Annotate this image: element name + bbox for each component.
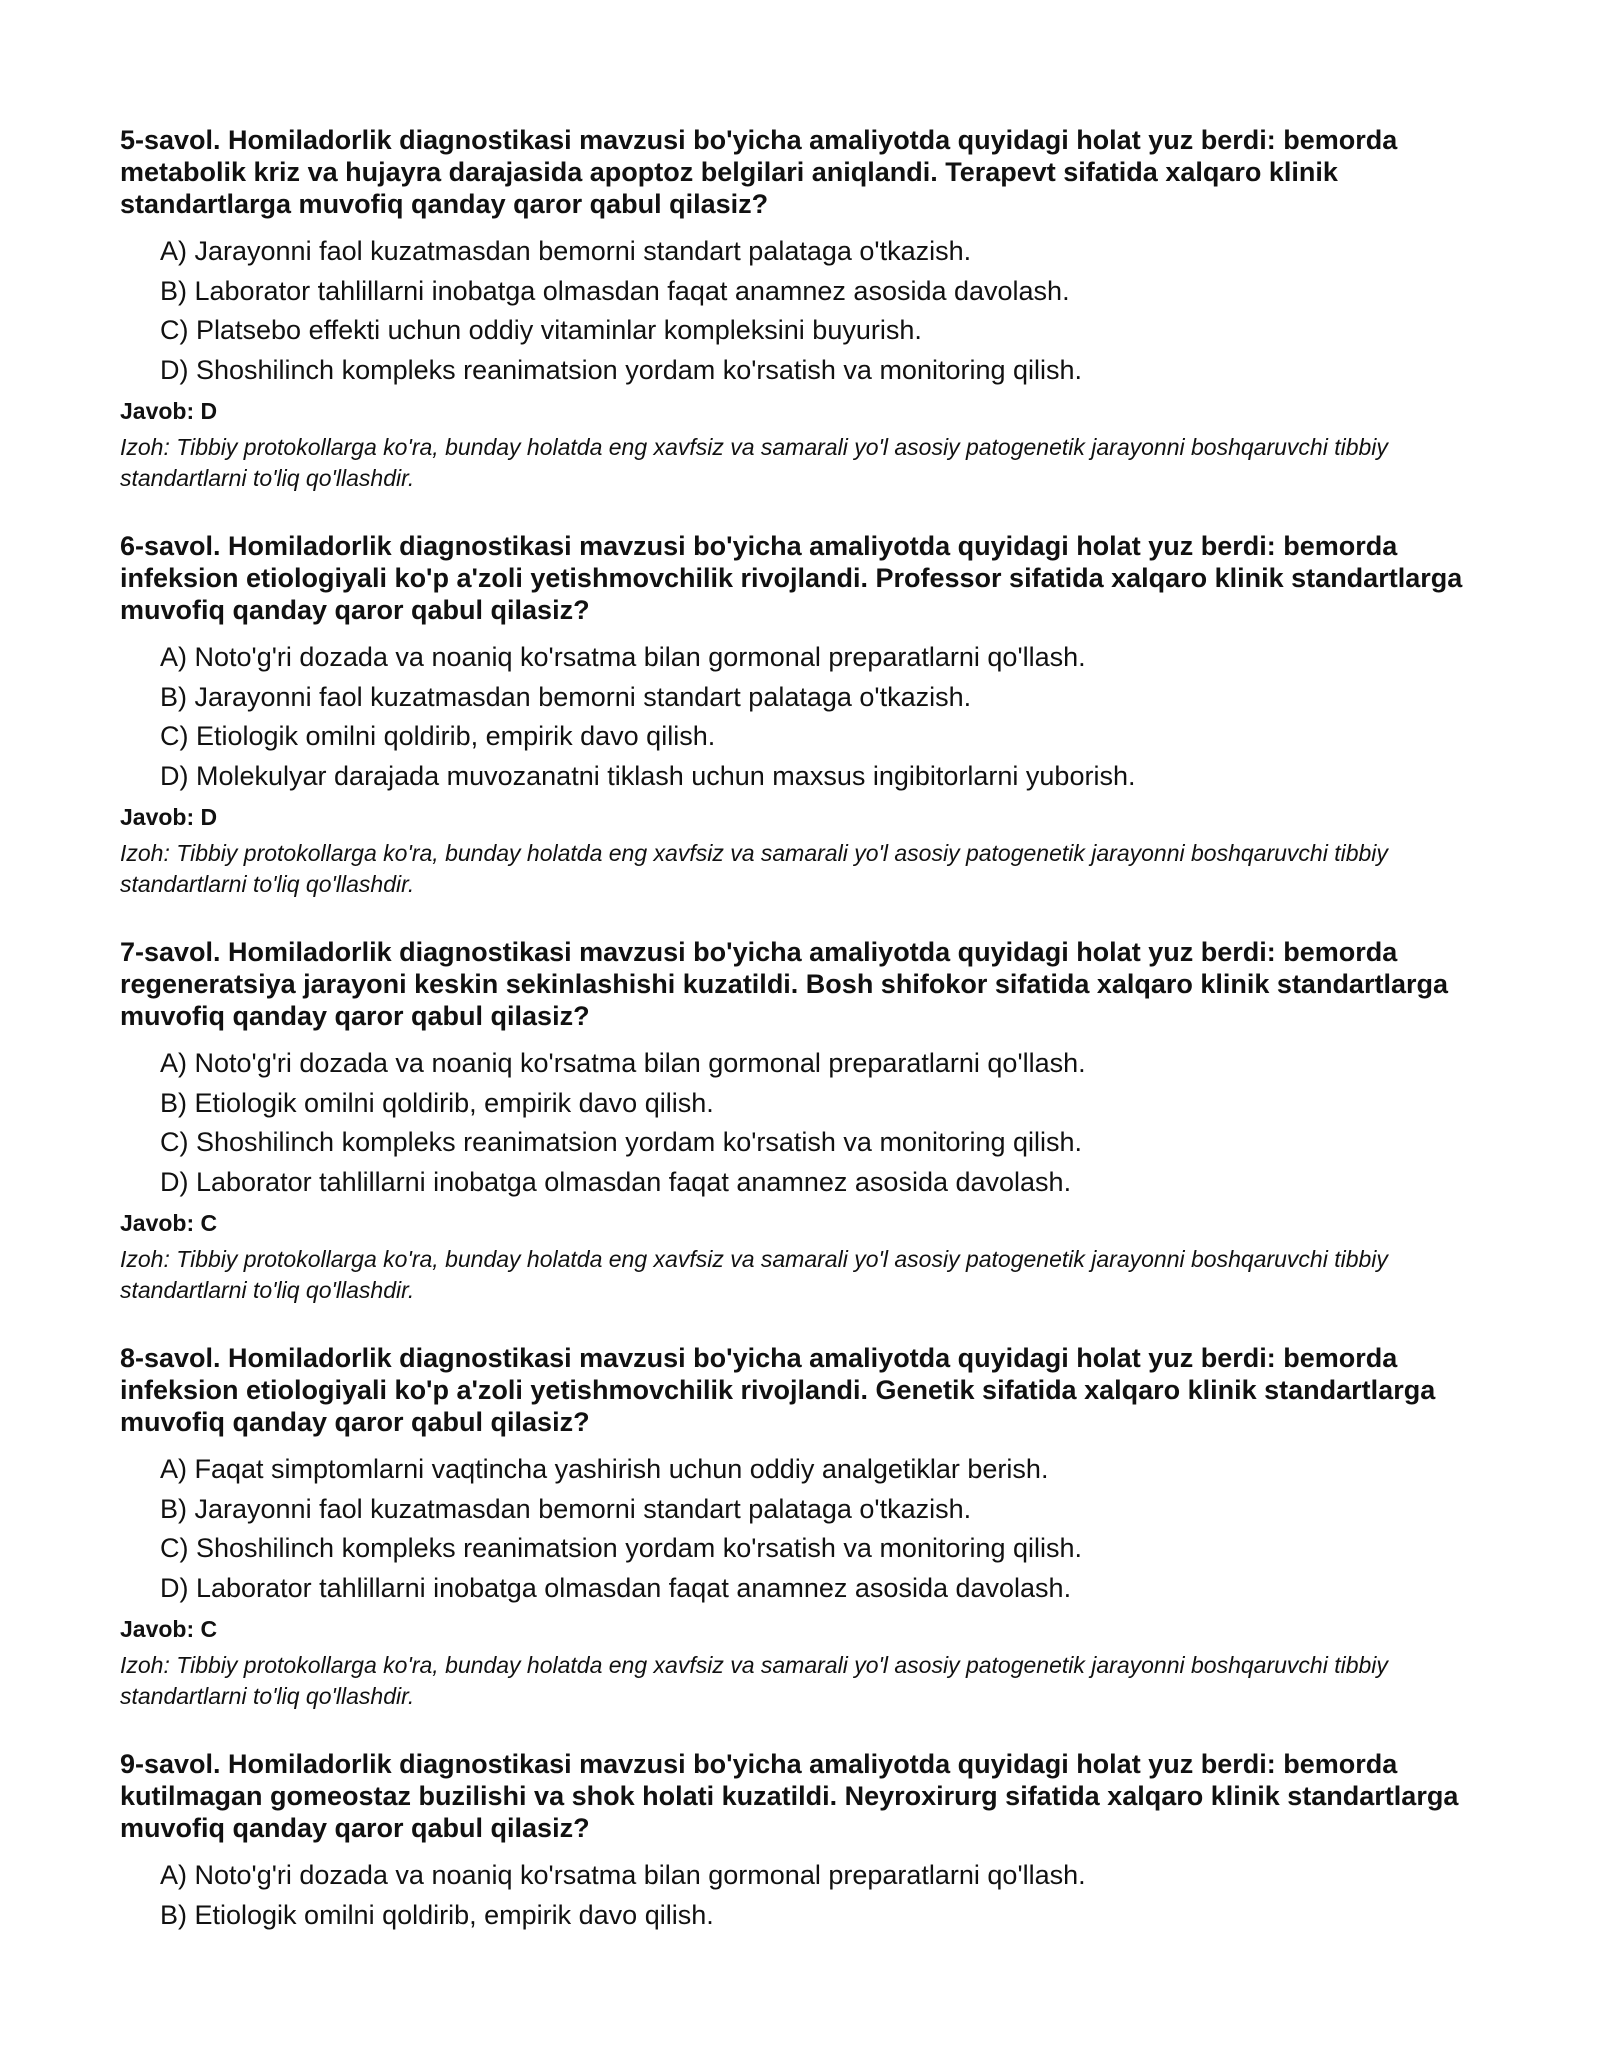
option-d: D) Laborator tahlillarni inobatga olmasdan faqat anamnez asosida davolash.: [160, 1166, 1072, 1197]
question-title: 7-savol. Homiladorlik diagnostikasi mavzusi bo'yicha amaliyotda quyidagi holat yuz berdi: bemorda regeneratsiya jarayoni keskin sekinlashishi kuzatildi. Bosh shifokor sifatida xalqaro klinik standartlarga muvofiq qanday qaror qabul qilasiz?: [120, 937, 1448, 1031]
question-block: [120, 936, 1500, 1306]
question-block: [120, 530, 1500, 900]
question-block: [120, 124, 1500, 494]
option-c: C) Etiologik omilni qoldirib, empirik davo qilish.: [160, 721, 716, 751]
option-a: A) Faqat simptomlarni vaqtincha yashirish uchun oddiy analgetiklar berish.: [160, 1454, 1049, 1484]
option-d: D) Laborator tahlillarni inobatga olmasdan faqat anamnez asosida davolash.: [160, 1572, 1072, 1603]
question-block: [120, 1342, 1500, 1712]
option-a: A) Noto'g'ri dozada va noaniq ko'rsatma bilan gormonal preparatlarni qo'llash.: [160, 1860, 1086, 1890]
option-a: A) Noto'g'ri dozada va noaniq ko'rsatma bilan gormonal preparatlarni qo'llash.: [160, 1048, 1086, 1078]
document-page: [120, 124, 1500, 1971]
options-list: [120, 1856, 1500, 1935]
option-b: B) Etiologik omilni qoldirib, empirik davo qilish.: [160, 1087, 714, 1118]
option-a: A) Noto'g'ri dozada va noaniq ko'rsatma bilan gormonal preparatlarni qo'llash.: [160, 642, 1086, 672]
option-a: A) Jarayonni faol kuzatmasdan bemorni standart palataga o'tkazish.: [160, 236, 972, 266]
question-title: 8-savol. Homiladorlik diagnostikasi mavzusi bo'yicha amaliyotda quyidagi holat yuz berdi: bemorda infeksion etiologiyali ko'p a'zoli yetishmovchilik rivojlandi. Genetik sifatida xalqaro klinik standartlarga muvofiq qanday qaror qabul qilasiz?: [120, 1343, 1436, 1437]
option-b: B) Etiologik omilni qoldirib, empirik davo qilish.: [160, 1899, 714, 1930]
explanation-text: Izoh: Tibbiy protokollarga ko'ra, bunday holatda eng xavfsiz va samarali yo'l asosiy patogenetik jarayonni boshqaruvchi tibbiy standartlarni to'liq qo'llashdir.: [120, 1246, 1388, 1303]
options-list: [120, 638, 1500, 796]
options-list: [120, 232, 1500, 390]
option-c: C) Shoshilinch kompleks reanimatsion yordam ko'rsatish va monitoring qilish.: [160, 1533, 1083, 1563]
question-title: 9-savol. Homiladorlik diagnostikasi mavzusi bo'yicha amaliyotda quyidagi holat yuz berdi: bemorda kutilmagan gomeostaz buzilishi va shok holati kuzatildi. Neyroxirurg sifatida xalqaro klinik standartlarga muvofiq qanday qaror qabul qilasiz?: [120, 1749, 1459, 1843]
option-c: C) Shoshilinch kompleks reanimatsion yordam ko'rsatish va monitoring qilish.: [160, 1127, 1083, 1157]
option-d: D) Molekulyar darajada muvozanatni tiklash uchun maxsus ingibitorlarni yuborish.: [160, 760, 1136, 791]
option-b: B) Laborator tahlillarni inobatga olmasdan faqat anamnez asosida davolash.: [160, 275, 1070, 306]
explanation-text: Izoh: Tibbiy protokollarga ko'ra, bunday holatda eng xavfsiz va samarali yo'l asosiy patogenetik jarayonni boshqaruvchi tibbiy standartlarni to'liq qo'llashdir.: [120, 840, 1388, 897]
explanation-text: Izoh: Tibbiy protokollarga ko'ra, bunday holatda eng xavfsiz va samarali yo'l asosiy patogenetik jarayonni boshqaruvchi tibbiy standartlarni to'liq qo'llashdir.: [120, 1652, 1388, 1709]
option-b: B) Jarayonni faol kuzatmasdan bemorni standart palataga o'tkazish.: [160, 681, 972, 712]
options-list: [120, 1450, 1500, 1608]
options-list: [120, 1044, 1500, 1202]
answer-label: Javob: C: [120, 1616, 218, 1642]
question-title: 6-savol. Homiladorlik diagnostikasi mavzusi bo'yicha amaliyotda quyidagi holat yuz berdi: bemorda infeksion etiologiyali ko'p a'zoli yetishmovchilik rivojlandi. Professor sifatida xalqaro klinik standartlarga muvofiq qanday qaror qabul qilasiz?: [120, 531, 1463, 625]
option-b: B) Jarayonni faol kuzatmasdan bemorni standart palataga o'tkazish.: [160, 1493, 972, 1524]
option-d: D) Shoshilinch kompleks reanimatsion yordam ko'rsatish va monitoring qilish.: [160, 354, 1083, 385]
answer-label: Javob: C: [120, 1210, 218, 1236]
answer-label: Javob: D: [120, 804, 218, 830]
explanation-text: Izoh: Tibbiy protokollarga ko'ra, bunday holatda eng xavfsiz va samarali yo'l asosiy patogenetik jarayonni boshqaruvchi tibbiy standartlarni to'liq qo'llashdir.: [120, 434, 1388, 491]
question-title: 5-savol. Homiladorlik diagnostikasi mavzusi bo'yicha amaliyotda quyidagi holat yuz berdi: bemorda metabolik kriz va hujayra darajasida apoptoz belgilari aniqlandi. Terapevt sifatida xalqaro klinik standartlarga muvofiq qanday qaror qabul qilasiz?: [120, 125, 1398, 219]
answer-label: Javob: D: [120, 398, 218, 424]
option-c: C) Platsebo effekti uchun oddiy vitaminlar kompleksini buyurish.: [160, 315, 922, 345]
question-block: [120, 1748, 1500, 1935]
